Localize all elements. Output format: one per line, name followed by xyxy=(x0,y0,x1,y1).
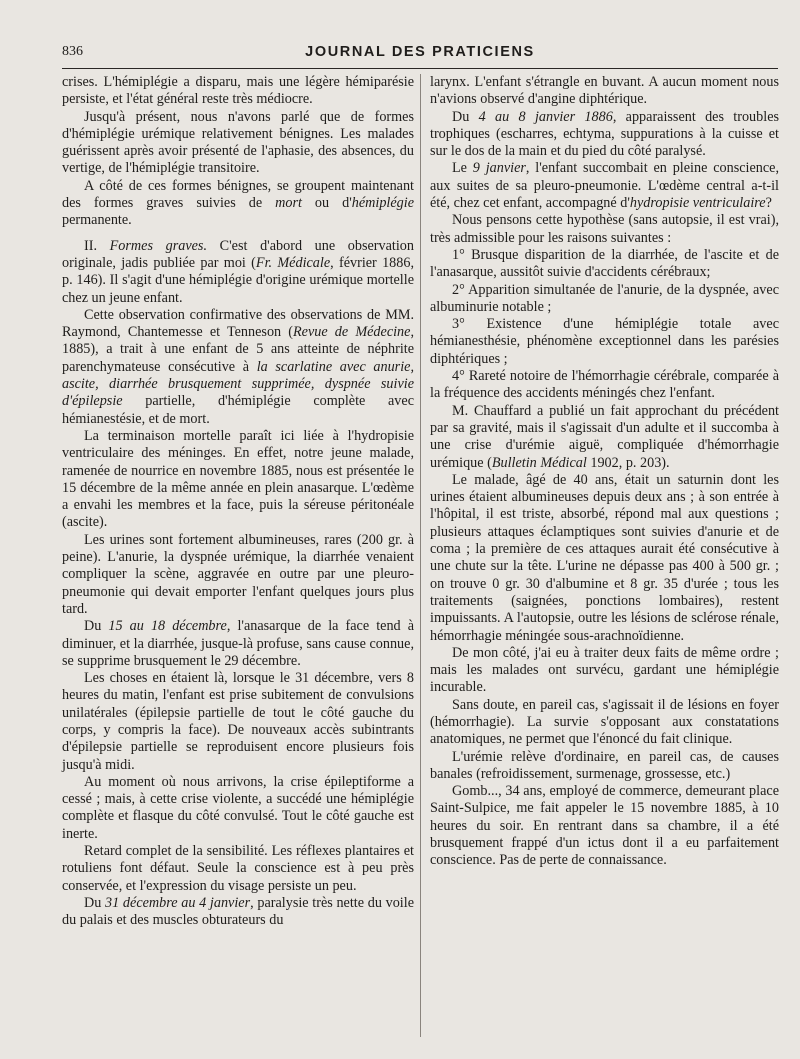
paragraph: Gomb..., 34 ans, employé de commerce, demeurant place Saint-Sulpice, me fait appeler le 15 novembre 1885, à 10 heures du soir. En rentrant dans sa chambre, il a été brusquement frappé d'un ictus dont il a eu parfaitement conscience. Pas de perte de connaissance. xyxy=(430,783,779,869)
italic-text: hémiplégie xyxy=(351,195,414,212)
paragraph: Au moment où nous arrivons, la crise épileptiforme a cessé ; mais, à cette crise violente, a succédé une hémiplégie complète et flasque du côté convulsé. Tout le côté gauche est inerte. xyxy=(62,773,414,842)
text-run: Du xyxy=(84,618,109,635)
italic-text: 31 décembre au 4 janvier xyxy=(105,894,251,911)
italic-text: hydropisie ventriculaire xyxy=(629,195,766,212)
list-item: 4° Rareté notoire de l'hémorrhagie cérébrale, comparée à la fréquence des accidents méningés chez l'enfant. xyxy=(430,368,779,402)
italic-text: Fr. Médicale xyxy=(255,254,331,271)
paragraph: L'urémie relève d'ordinaire, en pareil cas, de causes banales (refroidissement, surmenage, grossesse, etc.) xyxy=(430,748,779,782)
list-item: 1° Brusque disparition de la diarrhée, de l'ascite et de l'anasarque, aussitôt suivie d'accidents cérébraux; xyxy=(430,246,779,281)
page-number: 836 xyxy=(62,44,83,59)
paragraph xyxy=(62,895,414,930)
text-run: Du xyxy=(84,894,106,911)
italic-text: mort xyxy=(275,195,302,212)
left-column xyxy=(62,74,414,930)
text-run: Cette observation confirmative des observations de MM. Raymond, Chantemesse et Tenneson ( xyxy=(62,306,414,341)
paragraph: larynx. L'enfant s'étrangle en buvant. A aucun moment nous n'avions observé d'angine diphtérique. xyxy=(430,74,779,108)
paragraph: La terminaison mortelle paraît ici liée à l'hydropisie ventriculaire des méninges. En effet, notre jeune malade, ramenée de nourrice en novembre 1885, nous est présentée le 15 décembre de la même année en plein anasarque. L'œdème a envahi les membres et la face, puis la séreuse péritonéale (ascite). xyxy=(62,427,414,531)
page-header xyxy=(62,44,778,66)
text-run: Le xyxy=(452,160,473,177)
text-run: , l'anasarque de la face tend à diminuer, et la diarrhée, jusque-là profuse, sans cause connue, se supprime brusquement le 29 décembre. xyxy=(62,618,414,669)
paragraph: Retard complet de la sensibilité. Les réflexes plantaires et rotuliens font défaut. Seule la conscience est à peu près conservée, et l'expression du visage persiste un peu. xyxy=(62,843,414,894)
paragraph: Le malade, âgé de 40 ans, était un saturnin dont les urines étaient albumineuses depuis deux ans ; à son entrée à l'hôpital, il est triste, absorbé, répond mal aux questions ; plusieurs attaques éclamptiques sont suivies d'anurie et de coma ; la première de ces attaques aurait été consécutive à une chute sur la tête. L'urine ne dépasse pas 400 à 500 gr. ; on trouve 0 gr. 30 d'albumine et 8 gr. 35 d'urée ; tous les traitements (saignées, ponctions lombaires), restent impuissants. A l'autopsie, outre les lésions de sclérose rénale, hémorrhagie méningée sous-arachnoïdienne. xyxy=(430,471,779,644)
paragraph xyxy=(430,109,779,161)
header-rule xyxy=(62,68,778,69)
text-run: ? xyxy=(765,195,772,212)
text-run: permanente. xyxy=(62,212,132,229)
italic-text: Revue de Médecine xyxy=(293,324,411,341)
italic-text: 4 au 8 janvier 1886 xyxy=(478,108,613,125)
paragraph: Nous pensons cette hypothèse (sans autopsie, il est vrai), très admissible pour les raisons suivantes : xyxy=(430,212,779,246)
text-run: 1902, p. 203). xyxy=(586,454,670,471)
paragraph xyxy=(62,178,414,230)
paragraph: Jusqu'à présent, nous n'avons parlé que de formes d'hémiplégie urémique relativement bénignes. Les malades guérissent après avoir présenté de l'aphasie, des absences, du vertige, de l'hémiplégie transitoire. xyxy=(62,108,414,177)
list-item: 3° Existence d'une hémiplégie totale avec hémianesthésie, phénomène exceptionnel dans les parésies diphtériques ; xyxy=(430,316,779,367)
text-run: , apparaissent des troubles trophiques (escharres, echtyma, suppurations à la cuisse et sur le dos de la main et du pied du côté paralysé. xyxy=(430,108,780,160)
text-run: , février 1886, p. 146). Il s'agit d'une hémiplégie d'origine urémique mortelle chez un jeune enfant. xyxy=(62,254,414,306)
italic-text: la scarlatine avec anurie, ascite, diarrhée brusquement supprimée, dyspnée suivie d'épilepsie xyxy=(62,358,414,410)
column-divider xyxy=(420,74,421,1037)
section-heading-paragraph xyxy=(62,238,414,307)
paragraph: crises. L'hémiplégie a disparu, mais une légère hémiparésie persiste, et l'état général reste très médiocre. xyxy=(62,74,414,108)
text-run: C'est d'abord une observation originale, jadis publiée par moi ( xyxy=(62,237,414,271)
paragraph xyxy=(62,618,414,670)
text-run: , l'enfant succombait en pleine conscience, aux suites de sa pleuro-pneumonie. L'œdème central a-t-il été, chez cet enfant, accompagné d' xyxy=(430,160,779,212)
paragraph xyxy=(62,307,414,428)
text-run: , paralysie très nette du voile du palais et des muscles obturateurs du xyxy=(62,894,414,929)
paragraph xyxy=(430,160,779,212)
paragraph: De mon côté, j'ai eu à traiter deux faits de même ordre ; mais les malades ont survécu, gardant une hémiplégie incurable. xyxy=(430,644,779,696)
italic-text: 15 au 18 décembre xyxy=(108,618,227,635)
section-title: Formes graves. xyxy=(109,237,208,254)
paragraph: Sans doute, en pareil cas, s'agissait il de lésions en foyer (hémorrhagie). La survie s'opposant aux constatations anatomiques, ne permet que l'énoncé du fait clinique. xyxy=(430,696,779,748)
text-run: M. Chauffard a publié un fait approchant du précédent par sa gravité, mais il s'agissait d'un adulte et il succomba à une crise d'urémie aiguë, compliquée d'hémorrhagie urémique ( xyxy=(430,402,779,471)
italic-text: Bulletin Médical xyxy=(491,454,587,471)
text-run: Du xyxy=(452,108,479,125)
right-column xyxy=(430,74,779,870)
paragraph xyxy=(430,403,779,472)
paragraph: Les choses en étaient là, lorsque le 31 décembre, vers 8 heures du matin, l'enfant est prise subitement de convulsions unilatérales (épilepsie partielle de tout le côté gauche du corps, y compris la face). De nouveaux accès subintrants d'épilepsie partielle se reproduisent encore plusieurs fois jusqu'à midi. xyxy=(62,670,414,773)
text-run: A côté de ces formes bénignes, se groupent maintenant des formes graves suivies de xyxy=(62,177,414,212)
running-title: JOURNAL DES PRATICIENS xyxy=(305,44,535,60)
text-run: , 1885), a trait à une enfant de 5 ans atteinte de néphrite parenchymateuse consécutive à xyxy=(62,324,414,375)
list-item: 2° Apparition simultanée de l'anurie, de la dyspnée, avec albuminurie notable ; xyxy=(430,281,779,315)
text-run: II. xyxy=(84,237,110,254)
text-run: partielle, d'hémiplégie complète avec hémianestésie, et de mort. xyxy=(62,393,414,427)
italic-text: 9 janvier xyxy=(472,160,526,177)
text-run: ou d' xyxy=(301,195,352,212)
paragraph: Les urines sont fortement albumineuses, rares (200 gr. à peine). L'anurie, la dyspnée urémique, la diarrhée venaient compliquer la scène, aggravée en outre par une pleuro-pneumonie qui devait emporter l'enfant quelques jours plus tard. xyxy=(62,531,414,617)
